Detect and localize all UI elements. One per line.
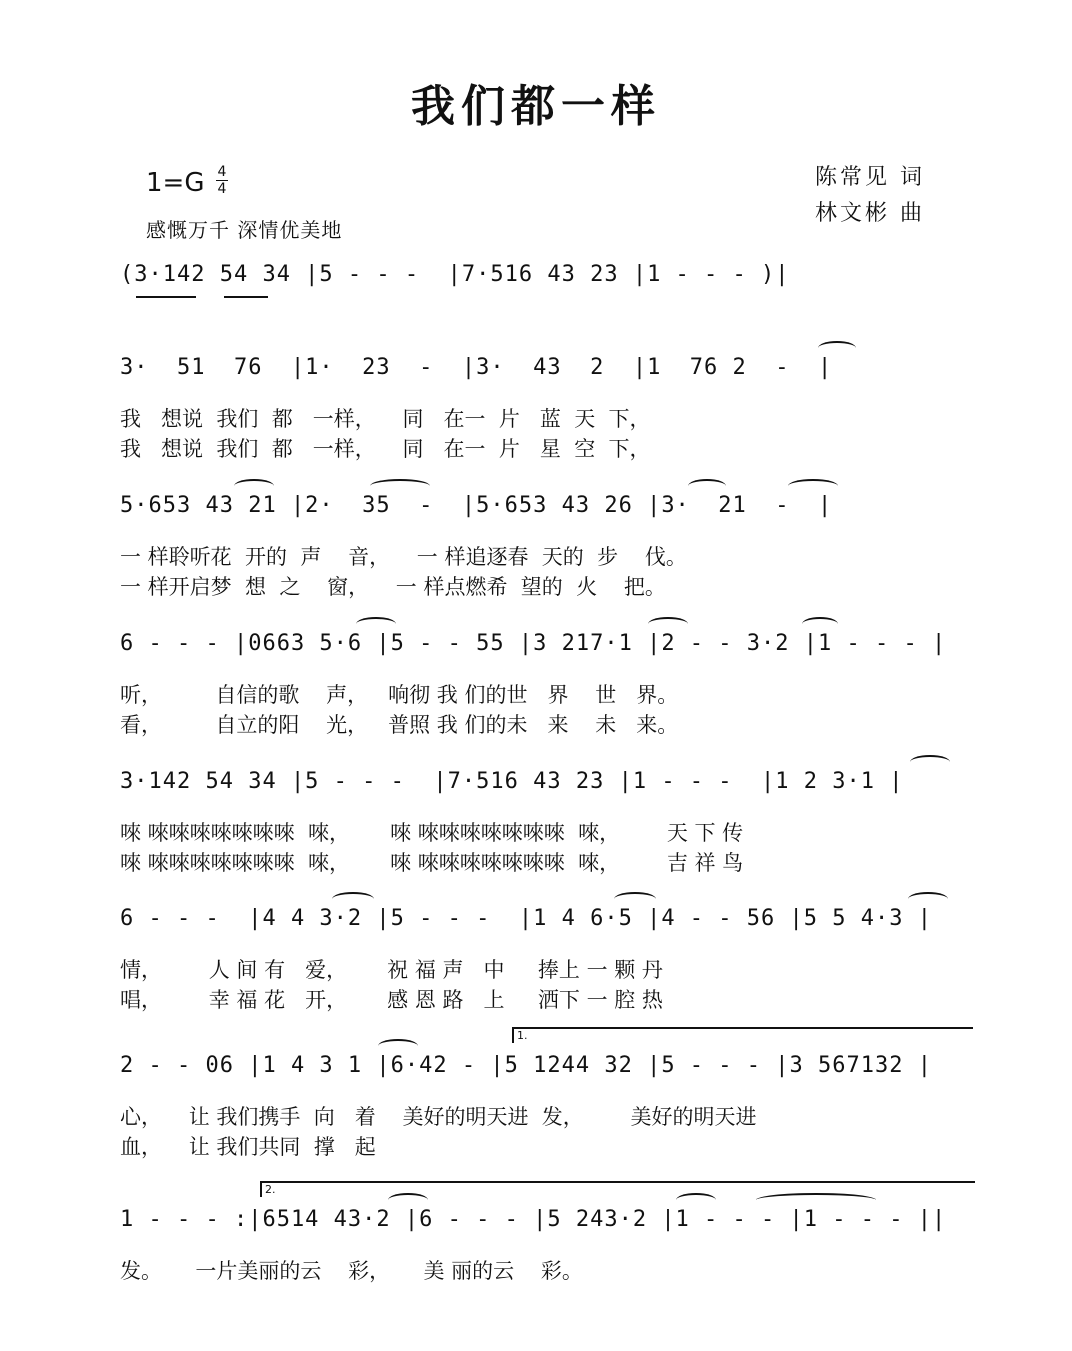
lyric-verse-2: 一 样开启梦 想 之 窗， 一 样点燃希 望的 火 把。 [120,575,666,599]
lyric-verse-2: 唻 唻唻唻唻唻唻唻 唻， 唻 唻唻唻唻唻唻唻 唻， 吉 祥 鸟 [120,851,744,875]
lyric-verse-1: 唻 唻唻唻唻唻唻唻 唻， 唻 唻唻唻唻唻唻唻 唻， 天 下 传 [120,821,744,845]
time-signature [216,164,228,197]
lyric-verse-1: 发。 一片美丽的云 彩， 美 丽的云 彩。 [120,1259,583,1283]
lyric-verse-2: 我 想说 我们 都 一样， 同 在一 片 星 空 下， [120,437,651,461]
key-signature [146,164,227,198]
time-sig-top: 4 [217,164,227,180]
song-title: 我们都一样 [411,81,661,132]
notes-line: 6 - - - |4 4 3·2 |5 - - - |1 4 6·5 |4 - - 56 |5 5 4·3 | [120,906,932,931]
notes-line: 3·142 54 34 |5 - - - |7·516 43 23 |1 - - - |1 2 3·1 | [120,769,904,794]
notes-line: 1 - - - :|6514 43·2 |6 - - - |5 243·2 |1 - - - |1 - - - || [120,1207,947,1232]
lyricist-credit: 陈常见 词 [815,165,925,190]
lyric-verse-1: 心， 让 我们携手 向 着 美好的明天进 发， 美好的明天进 [120,1105,757,1129]
lyric-verse-2: 看， 自立的阳 光， 普照 我 们的未 来 未 来。 [120,713,679,737]
notes-line: 5·653 43 21 |2· 35 - |5·653 43 26 |3· 21 - | [120,493,833,518]
lyric-verse-1: 听， 自信的歌 声， 响彻 我 们的世 界 世 界。 [120,683,679,707]
time-sig-bottom: 4 [217,181,227,197]
lyric-verse-1: 情， 人 间 有 爱， 祝 福 声 中 捧上 一 颗 丹 [120,958,663,982]
lyric-verse-2: 唱， 幸 福 花 开， 感 恩 路 上 洒下 一 腔 热 [120,988,663,1012]
lyric-verse-1: 我 想说 我们 都 一样， 同 在一 片 蓝 天 下， [120,407,651,431]
notes-line: 2 - - 06 |1 4 3 1 |6·42 - |5 1244 32 |5 - - - |3 567132 | [120,1053,932,1078]
notes-line: 3· 51 76 |1· 23 - |3· 43 2 |1 76 2 - | [120,355,833,380]
lyric-verse-1: 一 样聆听花 开的 声 音， 一 样追逐春 天的 步 伐。 [120,545,687,569]
volta-2: 2. [260,1181,975,1197]
lyric-verse-2: 血， 让 我们共同 撑 起 [120,1135,376,1159]
notes-line: 6 - - - |0663 5·6 |5 - - 55 |3 217·1 |2 - - 3·2 |1 - - - | [120,631,947,656]
composer-credit: 林文彬 曲 [815,201,925,226]
volta-1: 1. [512,1027,973,1043]
key-label: 1=G [146,168,205,198]
tempo-marking: 感慨万千 深情优美地 [146,218,343,242]
notes-line: (3·142 54 34 |5 - - - |7·516 43 23 |1 - - - )| [120,262,790,287]
